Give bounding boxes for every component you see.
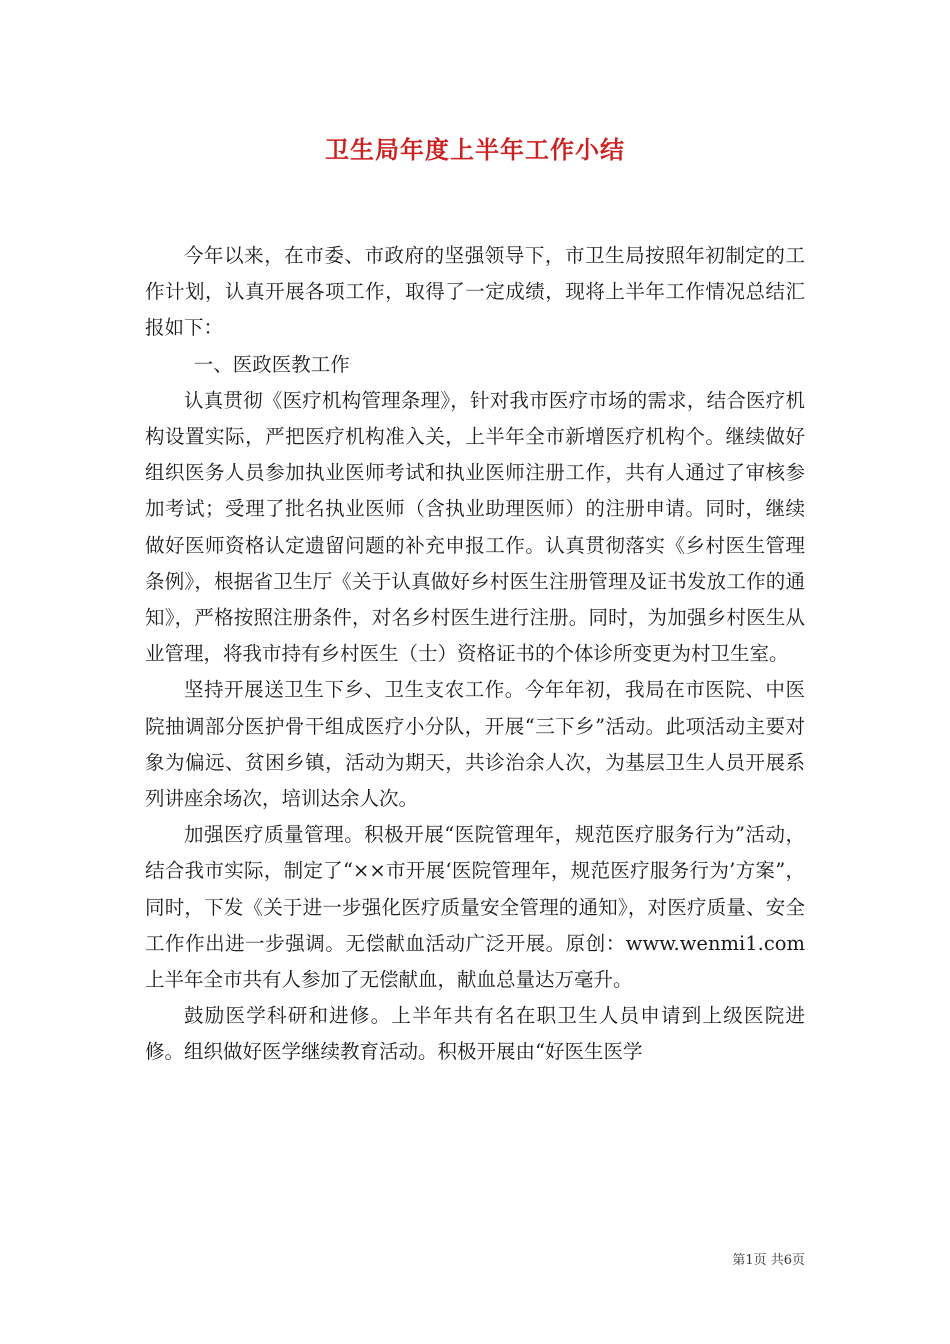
- document-title: 卫生局年度上半年工作小结: [325, 135, 625, 164]
- page-number: 第1页 共6页: [732, 1253, 805, 1268]
- paragraph-intro: 今年以来，在市委、市政府的坚强领导下，市卫生局按照年初制定的工作计划，认真开展各项工作，取得了一定成绩，现将上半年工作情况总结汇报如下：: [145, 244, 805, 340]
- document-body: [145, 238, 805, 1071]
- paragraph-medical-admin: 认真贯彻《医疗机构管理条理》，针对我市医疗市场的需求，结合医疗机构设置实际，严把医疗机构准入关，上半年全市新增医疗机构个。继续做好组织医务人员参加执业医师考试和执业医师注册工作，共有人通过了审核参加考试；受理了批名执业医师（含执业助理医师）的注册申请。同时，继续做好医师资格认定遗留问题的补充申报工作。认真贯彻落实《乡村医生管理条例》，根据省卫生厅《关于认真做好乡村医生注册管理及证书发放工作的通知》，严格按照注册条件，对名乡村医生进行注册。同时，为加强乡村医生从业管理，将我市持有乡村医生（士）资格证书的个体诊所变更为村卫生室。: [145, 388, 805, 666]
- paragraph-quality-management: 加强医疗质量管理。积极开展“医院管理年，规范医疗服务行为”活动，结合我市实际，制定了“××市开展‘医院管理年，规范医疗服务行为’方案”，同时，下发《关于进一步强化医疗质量安全管理的通知》，对医疗质量、安全工作作出进一步强调。无偿献血活动广泛开展。原创：www.wenmi1.com上半年全市共有人参加了无偿献血，献血总量达万毫升。: [145, 823, 805, 992]
- section-heading: 一、医政医教工作: [193, 352, 350, 376]
- paragraph-research-training: 鼓励医学科研和进修。上半年共有名在职卫生人员申请到上级医院进修。组织做好医学继续教育活动。积极开展由“好医生医学: [145, 1004, 805, 1064]
- paragraph-rural-support: 坚持开展送卫生下乡、卫生支农工作。今年年初，我局在市医院、中医院抽调部分医护骨干组成医疗小分队，开展“三下乡”活动。此项活动主要对象为偏远、贫困乡镇，活动为期天，共诊治余人次，为基层卫生人员开展系列讲座余场次，培训达余人次。: [145, 678, 805, 811]
